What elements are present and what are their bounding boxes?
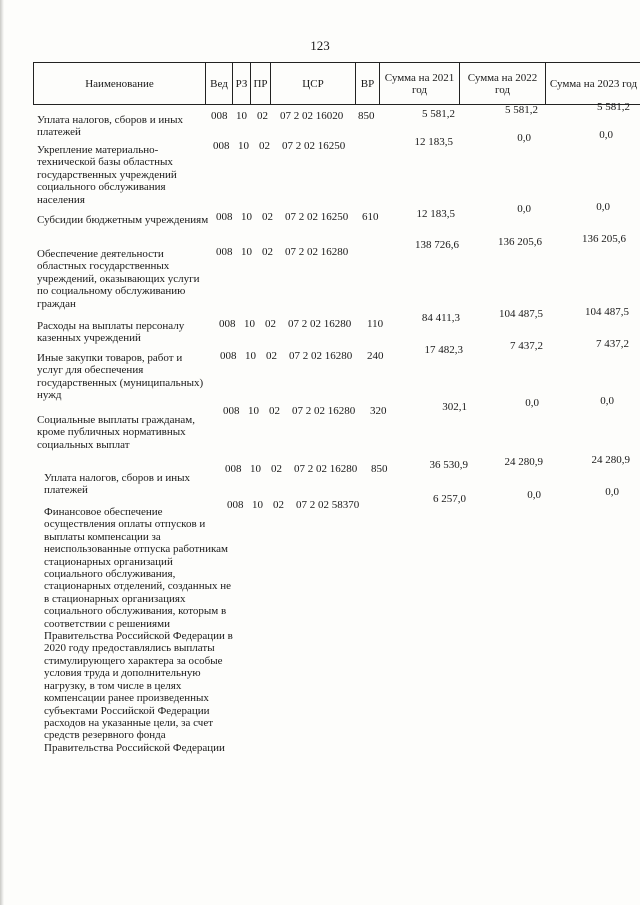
row-ved: 008	[220, 350, 237, 362]
row-csr: 07 2 02 16250	[282, 140, 346, 152]
row-sum-2023: 7 437,2	[596, 338, 629, 350]
row-name: Финансовое обеспечение осуществления оплаты отпусков и выплаты компенсации за неиспользованные отпуска работникам стационарных организаций социального обслуживания, стационарных отделений, созданных не в стационарных организациях социального обслуживания, которым в соответствии с решениями Правительства Российской Федерации в 2020 году предоставлялись выплаты стимулирующего характера за особые условия труда и дополнительную нагрузку, в том числе в целях компенсации ранее произведенных субъектами Российской Федерации расходов на указанные цели, за счет средств резервного фонда Правительства Российской Федерации	[44, 506, 233, 754]
header-sum-2021: Сумма на 2021 год	[380, 63, 460, 104]
row-csr: 07 2 02 16250	[285, 211, 349, 223]
row-csr: 07 2 02 16280	[294, 463, 358, 475]
page-number: 123	[310, 38, 330, 53]
row-ved: 008	[223, 405, 240, 417]
header-rz: РЗ	[233, 63, 251, 104]
row-name: Расходы на выплаты персоналу казенных учреждений	[37, 320, 185, 345]
row-ved: 008	[211, 110, 228, 122]
row-sum-2023: 0,0	[600, 395, 614, 407]
row-sum-2021: 17 482,3	[424, 344, 463, 356]
row-rz: 10	[241, 211, 252, 223]
row-sum-2023: 5 581,2	[597, 101, 630, 113]
row-name: Уплата налогов, сборов и иных платежей	[37, 114, 184, 139]
row-sum-2022: 7 437,2	[510, 340, 543, 352]
row-ved: 008	[225, 463, 242, 475]
header-vr: ВР	[356, 63, 380, 104]
row-pr: 02	[273, 499, 284, 511]
row-sum-2022: 24 280,9	[504, 456, 543, 468]
row-sum-2022: 0,0	[525, 397, 539, 409]
row-pr: 02	[262, 246, 273, 258]
row-sum-2021: 84 411,3	[421, 312, 460, 324]
row-sum-2022: 5 581,2	[505, 104, 538, 116]
row-sum-2021: 5 581,2	[422, 108, 455, 120]
row-pr: 02	[265, 318, 276, 330]
row-sum-2023: 136 205,6	[582, 233, 626, 245]
row-ved: 008	[216, 246, 233, 258]
row-pr: 02	[271, 463, 282, 475]
header-pr: ПР	[251, 63, 271, 104]
row-pr: 02	[266, 350, 277, 362]
row-sum-2023: 24 280,9	[591, 454, 630, 466]
row-rz: 10	[236, 110, 247, 122]
row-rz: 10	[248, 405, 259, 417]
header-sum-2023: Сумма на 2023 год	[549, 77, 638, 90]
row-ved: 008	[227, 499, 244, 511]
row-csr: 07 2 02 16280	[292, 405, 356, 417]
row-sum-2022: 104 487,5	[499, 308, 543, 320]
row-vr: 240	[367, 350, 384, 362]
row-sum-2021: 302,1	[442, 401, 467, 413]
row-csr: 07 2 02 16280	[289, 350, 353, 362]
row-sum-2021: 12 183,5	[416, 208, 455, 220]
row-name: Обеспечение деятельности областных государственных учреждений, оказывающих услуги по социальному обслуживанию граждан	[37, 248, 200, 310]
row-pr: 02	[262, 211, 273, 223]
row-pr: 02	[257, 110, 268, 122]
row-ved: 008	[219, 318, 236, 330]
header-csr: ЦСР	[271, 63, 356, 104]
row-csr: 07 2 02 16280	[285, 246, 349, 258]
row-sum-2021: 138 726,6	[415, 239, 459, 251]
row-rz: 10	[250, 463, 261, 475]
row-vr: 320	[370, 405, 387, 417]
row-sum-2022: 0,0	[527, 489, 541, 501]
row-sum-2023: 104 487,5	[585, 306, 629, 318]
row-ved: 008	[213, 140, 230, 152]
header-sum-2022: Сумма на 2022 год	[460, 63, 546, 104]
row-pr: 02	[269, 405, 280, 417]
row-vr: 850	[371, 463, 388, 475]
row-sum-2023: 0,0	[599, 129, 613, 141]
row-sum-2022: 136 205,6	[498, 236, 542, 248]
row-sum-2021: 6 257,0	[433, 493, 466, 505]
row-name: Субсидии бюджетным учреждениям	[37, 214, 209, 226]
header-ved: Вед	[206, 63, 233, 104]
row-name: Уплата налогов, сборов и иных платежей	[44, 472, 191, 497]
row-sum-2022: 0,0	[517, 203, 531, 215]
row-pr: 02	[259, 140, 270, 152]
row-vr: 110	[367, 318, 384, 330]
row-sum-2022: 0,0	[517, 132, 531, 144]
row-rz: 10	[245, 350, 256, 362]
row-vr: 610	[362, 211, 379, 223]
row-rz: 10	[241, 246, 252, 258]
row-name: Социальные выплаты гражданам, кроме публичных нормативных социальных выплат	[37, 414, 195, 451]
header-name: Наименование	[34, 63, 206, 104]
row-name: Иные закупки товаров, работ и услуг для обеспечения государственных (муниципальных) нужд	[37, 352, 204, 402]
row-sum-2021: 36 530,9	[429, 459, 468, 471]
scan-edge-shadow	[0, 0, 4, 905]
row-sum-2023: 0,0	[596, 201, 610, 213]
row-csr: 07 2 02 58370	[296, 499, 360, 511]
row-rz: 10	[238, 140, 249, 152]
table-header	[33, 62, 640, 105]
row-ved: 008	[216, 211, 233, 223]
row-rz: 10	[252, 499, 263, 511]
row-csr: 07 2 02 16280	[288, 318, 352, 330]
row-sum-2021: 12 183,5	[414, 136, 453, 148]
row-csr: 07 2 02 16020	[280, 110, 344, 122]
row-rz: 10	[244, 318, 255, 330]
row-name: Укрепление материально-технической базы областных государственных учреждений социального обслуживания населения	[37, 144, 177, 206]
row-sum-2023: 0,0	[605, 486, 619, 498]
row-vr: 850	[358, 110, 375, 122]
